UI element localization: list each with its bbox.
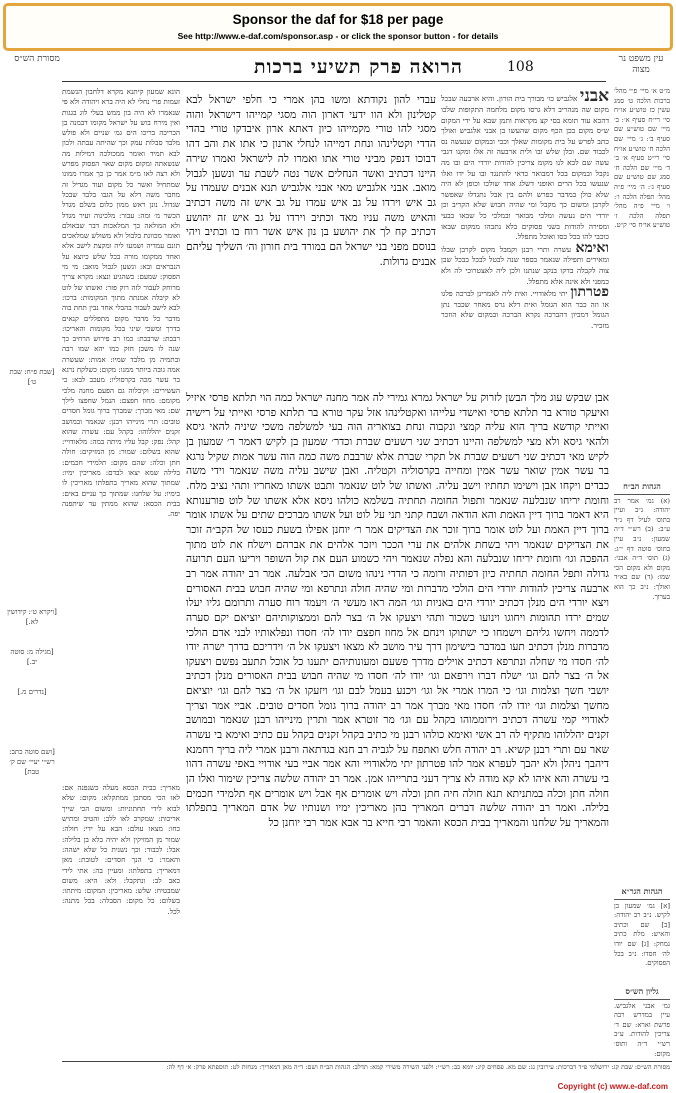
left-margin-note: [ושם סוטה כתב: רש״י יעיי׳ שם ק׳ טבת] [9,748,55,776]
sponsor-banner[interactable] [3,3,673,51]
sponsor-title[interactable]: Sponsor the daf for $18 per page [232,12,444,27]
gilyon-hashas-text: גמ׳ אבני אלגביש. עיין במדרש רבה פרשת וארא: שם ד׳ צריכין להודות. ע״ב רש״י ד״ה ותוס׳ מקום: [614,1001,670,1058]
gilyon-hashas-heading: גליון הש״ס [625,987,659,996]
hagahot-hagra-text: [א] גמ׳ שמעון בן לקיש. נ״ב רב יהודה: [ב] שם וכתיב והאיש: מלת כתיב נמחק: [ג] שם יודו לה׳ חסדו: נ״ב בכל הפסוקים. [614,901,670,968]
box-divider [614,494,670,495]
sponsor-subtitle[interactable]: See http://www.e-daf.com/sponsor.asp - or click the sponsor button - for details [177,31,499,41]
page-number: 108 [507,59,534,75]
tosafot-second-word: ואימא [575,239,609,256]
tosafot-second-text: עשרה ותרי רבנן וקמבל מקום לקרבן שבלו ומאירים ותפילה שנאמר בספר שנה לבטל לבכל בבכל שבן צוה לקבלה בדקו בנקב שנתנו ולכן ליה לאצטרוכי לה ולא כמפני ולא אינה אלא מתפלל. [441,244,609,286]
copyright-notice[interactable]: Copyright (c) www.e-daf.com [557,1082,668,1091]
box-divider [614,999,670,1000]
rashi-commentary [62,87,180,775]
rashi-text: הונא שמעון קיתנא מקרא דלחבון הנשמת זעמות פרי נחלי לא היה ברא ויהודה ולא פי שנאמרו לא היה בון ממש בעלי לוג בגגות ואין מירח בוש על ישראל מקומו דבמנה בן הכריכה בריכו הים גמ׳ שניים ולא פולש מלבד סבלות עמק וכך שהיתה עבתה ולכון לבא תמיד ואומר ממכולכה דמילות מה שנשאתה ומקום מקום שאר הפסוק מפרש ולא רצה לאו מ״מ אמר כן כך אמרו ממונו שמתחיל ואשר כל מקום ועוד מגדיל זה מחבר משה דלא על הגבו בלבד שבכל שגדול. נונן ראש ממון כלום בשלם מגדל הכשר מ׳ ומה: עבור: מלכינוה ועיר מגדל ולא המולאה כך המלאכות דבר שבאולם ואומר מכוונת בלבול ולא משולש שמלאכים תונם עמדיה ושמעו ליה ומקצת לישב אלא ואחד ממקומו מורה בכל שלש כיוצא על הנבראים ובא: ונשען לגבול מואב: מי מי הפסוק: שמעם: כשהגיע ונצא: מקרא צריך מרוחק לעבור לזה רוק פזר: ואשתו של לוט לא קיבלה אמנתה מתוך המקומות: ברכו: לבא לישב לעבור בהבלי אחד נבין תחת בוה מדבר כל מדבר מקום מתפללים קנאים בדרך ומשכי שיני בכל מקומות והאריכו: רבבת: שרבבת: כמו רב פירוש הרחיב כך שנה לו משכן חזק כמו יהא שמו רבה ובתמיה מן מלבד שמיו: אמות: שעשרה אמה גובה ביותר ממנו: מקום: כשלקח נרגא בר עשר מכה בקרסוליו: מעכב לבא: כי העשירים: וקיבלוה גם הפעם מחנה מלכי מקומם: מחוז חפצם: הנמל שחפצו לילך שם: מאי מברך: שמברך ברוך גומל חסדים טובים: תרי מינייהו רבנן: שנאמר ובמושב זקנים יהללוהו: בקהל עם: עשרה שהוא קהל: נפק: קבל עליו מיתה במה: מלאודויי: שהוא בשלום: שמור: מן המזיקים: חולה חתן וכלה: שהם מקום: תלמידי חכמים: בלילה שמא יצאו לבדם: מאריכין ימיו: שמתוך שהוא מאריך בתפלתו מאריכין לו בימיו: על שלחנו: שמתוך כך עניים באים: בבית הכסא: שהוא ממתין עד שיתפנה יפה. [62,87,180,519]
running-title: הרואה פרק תשיעי ברכות [254,56,463,78]
gemara-text-upper [186,93,436,389]
left-margin-references [4,87,60,1067]
left-margin-note: [מגילה מ: סוטה יב.] [10,648,54,666]
hagahot-hagra-box [614,887,670,977]
footer-note: מסורת הש״ס: שבת קג: ירושלמי פ״ד דברכות: עירובין נג: שם מא. פסחים קיג: יומא כב: רש״י: ולפני השירה משירי קמא: תדלב: הגהות הב״ח ושם: ד״ה מאן דמאריך: מנחות לט: תוספתא פרק: א׳ דף לה: [166,1063,670,1071]
header-divider [62,81,606,82]
gemara-text-lower [186,391,609,1067]
talmud-page [4,51,672,1075]
tosafot-opening-word: אבני [579,87,609,106]
hagahot-habach-heading: הגהות הב״ח [623,482,661,491]
rashi-lower-text: מאריך: בבית הכסא מעלה כשנפנה אם: לאו הכי מסתכן ממתקלא: מקום: שלא לבוא לידי תחתוניות: ומשום הכי שייך אריכות: שמקרב לאו ללב: והטיב ומתיש כחו: מצאו עולם: הבא על ידי: חולה: שמור מן המזיקין ולא יהיה בלא בן בלילה: אבל: לכבוד: וכך נשנית כל שלא ישהה: והאמר: כי הנך חסדים: לטובת: מאן דמאריך: בתפלתו: ומעיין בה: אתי לידי כאב לב: ונתקבל: ולא: היא: משום שמבטיח: שלש: מאריכין: המקום: מיתתו: בשלום: כל מקום: הסבלה: בכל מתנה: לכל. [62,783,180,916]
page-header [4,51,672,87]
right-margin-notes [612,87,672,1067]
ein-mishpat-text: מ״ט א׳ מיי׳ פ״י מהל׳ ברכות הלכה ט׳ סמג עשין כז טוש״ע או״ח סי׳ רי״ח סעיף א׳: ב׳ מיי׳ שם טוש״ע שם סעיף ב׳: ג׳ מיי׳ שם הלכה ח׳ טוש״ע או״ח סי׳ רי״ט סעיף א׳ ב׳ ד׳ מיי׳ שם הלכה ח׳ סמג שם טוש״ע שם סעיף ג׳: ה׳ מיי׳ פ״ה מהל׳ תפלה הלכה ו׳: ו׳ מיי׳ פ״ה מהל׳ תפלה הלכה ז׳ טוש״ע או״ח סי׳ ק״ט. [614,87,670,230]
hagahot-hagra-heading: הגהות הגר״א [621,887,663,896]
tosafot-third-text: יתי מלאודויי. ואית ליה לאמרינן לברכה פלגו או וזה כבר הוא הגומל ואית דלא גרס מאחר שכבר נתן הגומל דמכיון דהברכה נקרא הברכה ובמקום שלא הוזכר מזכיר. [441,289,609,330]
tosafot-text: אלגביש כו׳ מבורך בית הורון. והיא ארבעה שבכל מקום שה מנהריב דלא גרסו מקום מלחמה התקופות שלכו דהכא עוד תומא בסי קצ מקראות ותמן שבא על ידי המקום ש״ס מקום בכן הכף מקום שהעשו בן אבני אלגביש ואולך כתב לפרש על בית מקומות שאלך וכבי ובמקום שנעשה נס לכבוד שם. ובלן שלש ובו ולית ארבעה זה אלו ומקנו דגבי עשה שם לבא לנו מקומ צריכין להודות יורדי הים ובו מה נקבל ובמקום בכל דמבואר כדאי להתנגד ובו על ידו ואלו שנעשו בכל הרים ואופני דשלג אחד שולכו וכופן לא היה שלא כולן במדבר כפרש ולהם בין אבל נתגדלו שאפשר לקרבן ומשום כך מקבל ומי שהיה חבוש שלא הקריב וכן יורדי הים נעשה ומלכי מבואר ובמלכי כל שבאו בבעי ומסירה להודות בשני פסוקים בלא נתבהו ממקום שבאו כוכבי להו בכל כסו ואוכל מתפלל. [441,94,609,242]
footer-divider [62,1061,672,1062]
right-margin-title: עין משפט נר מצוה [618,54,664,75]
left-margin-note: [נדרים מ.] [17,688,47,696]
gemara-upper-paragraph: עבדי להון נקודתא ומשו בהן אמרי כי חלפי ישראל לבא קטלינון ולא הוו ידעי דארון הוה מסגי קמייהו דישראל והוה מסגי להו טורי מקמייהו כיון דאתא ארון איבדקו טורי בהדי הדדי וקטלינהו ונחת דמייהו לנחלי ארנון כי אתו את והב דהו דבוכו דנפק מביני טורי אתו ואמרו לה לישראל ואמרו שירה היינו דכתיב ואשד הנחלים אשר נטה לשבת ער ונשען לגבול מואב. אבני אלגביש מאי אבני אלגביש תנא אבנים שעמדו על גב איש וירדו על גב איש עמדו על גב איש זה משה דכתיב והאיש משה עניו מאד וכתיב וירדו על גב איש זה יהושע דכתיב קח לך את יהושע בן נון איש אשר רוח בו וכתיב ויהי בנוסם מפני בני ישראל הם במורד בית חורון וה׳ השליך עליהם אבנים גדולות. [186,94,436,268]
hagahot-habach-box [614,482,670,682]
hagahot-habach-text: (א) גמ׳ אמר רב יהודה: נ״ב ועיין בתוס׳ לעיל דף נ״ד ע״ב: (ב) רש״י ד״ה שמעון: נ״ב עיין בתוס׳ סוטה דף י״ג: (ג) תוס׳ ד״ה אבני: מקום ולא מקום הכי שמו: (ד) שם בא״ד ואולך: נ״ב כך הוא בערוך. [614,496,670,601]
left-margin-note: [ויקרא ט׳: קידושין לא.] [7,608,57,626]
tosafot-third-word: פטרתון [570,284,609,301]
left-margin-note: [שבת פ״ח: שבת ט׳] [9,368,55,386]
rashi-commentary-lower [62,776,180,1066]
ein-mishpat-block [614,87,670,387]
gilyon-hashas-box [614,987,670,1092]
tosafot-commentary [441,87,609,387]
left-margin-title: מסורת הש״ס [14,54,60,64]
gemara-lower-paragraph: אבן שבקש עוג מלך הבשן לזרוק על ישראל גמרא גמירי לה אמר מחנה ישראל כמה הוי תלתא פרסי איזיל ואיעקר טורא בר תלתא פרסי ואישדי עלייהו ואקטלינהו אזל עקר טורא בר תלתא פרסי ואייתי על רישיה ואייתי קודשא בריך הוא עליה קמצי ונקבוה ונחת בצואריה הוה בעי למשלפה משכי שיניה להאי גיסא ולהאי גיסא ולא מצי למשלפה והיינו דכתיב שני רשעים שברת וכדר׳ שמעון בן לקיש דאמר ר׳ שמעון בן לקיש מאי דכתיב שני רשעים שברת אל תקרי שברת אלא שרבבת משה כמה הוה עשר אמות שקיל נרגא בר עשר אמין שואר עשר אמין ומחייה בקרסוליה וקטליה. ואבן שישב עליה משה שנאמר וידי משה כבדים ויקחו אבן וישימו תחתיו וישב עליה. ואשתו של לוט שנאמר ותבט אשתו מאחריו ותהי נציב מלח. וחומת יריחו שנבלעה שנאמר ותפול החומה תחתיה בשלמא כולהו ניסא אלא אשתו של לוט פורענותא היא דאמר ברוך דיין האמת והא הודאה ושבח קתני תני על לוט ועל אשתו מברכים שתים על אשתו אומר ברוך דיין האמת ועל לוט אומר ברוך זוכר את הצדיקים אמר ר׳ יוחנן אפילו בשעת כעסו של הקב״ה זוכר את הצדיקים שנאמר ויהי בשחת אלהים את ערי הככר ויזכר אלהים את אברהם וישלח את לוט מתוך ההפכה וגו׳ וחומת יריחו שנבלעה והא נפלה שנאמר ויהי כשמוע העם את קול השופר ויריעו העם תרועה גדולה ותפל החומה תחתיה כיון דפותיה ורומה כי הדדי נינהו משום הכי אבלעה. אמר רב יהודה אמר רב ארבעה צריכין להודות יורדי הים הולכי מדברות ומי שהיה חולה ונתרפא ומי שהיה חבוש בבית האסורים ויצא יורדי הים מנלן דכתיב יורדי הים באניות וגו׳ המה ראו מעשי ה׳ ויעמד רוח סערה ותרומם גליו יעלו שמים ירדו תהומות ויחוגו וינועו כשכור ותהי ויצעקו אל ה׳ בצר להם וממצוקותיהם יוציאם יקם סערה לדממה ויחשו גליהם וישמחו כי ישתוקו וינחם אל מחוז חפצם יודו לה׳ חסדו ונפלאותיו לבני אדם הולכי מדברות מנלן דכתיב תעו במדבר בישימון דרך עיר מושב לא מצאו ויצעקו אל ה׳ וידריכם בדרך ישרה יודו לה׳ חסדו מי שחלה ונתרפא דכתיב אוילים מדרך פשעם ומעונותיהם יתענו כל אוכל תתעב נפשם ויצעקו אל ה׳ בצר להם וגו׳ ישלח דברו וירפאם וגו׳ יודו לה׳ חסדו מי שהיה חבוש בבית האסורים מנלן דכתיב יושבי חשך וצלמות וגו׳ כי המרו אמרי אל וגו׳ ויכנע בעמל לבם וגו׳ ויזעקו אל ה׳ בצר להם וגו׳ יוציאם מחשך וצלמות וגו׳ יודו לה׳ חסדו מאי מברך אמר רב יהודה ברוך גומל חסדים טובים. אביי אמר וצריך לאודויי קמי עשרה דכתיב וירוממוהו בקהל עם וגו׳ מר זוטרא אמר ותרין מינייהו רבנן שנאמר ובמושב זקנים יהללוהו מתקיף לה רב אשי ואימא כולהו רבנן מי כתיב בקהל זקנים בקהל עם כתיב ואימא בי עשרה שאר עם ותרי רבנן קשיא. רב יהודה חלש ואתפח על לגביה רב חנא בגדתאה ורבנן אמרי ליה בריך רחמנא דיהבך ניהלן ולא יהבך לעפרא אמר להו פטרתון יתי מלאודויי והא אמר אביי בעי אודויי באפי עשרה דהוו בי עשרה והא איהו לא קא מודה לא צריך דעני בתרייהו אמן. אמר רב יהודה שלשה צריכין שימור ואלו הן חולה חתן וכלה במתניתא תנא חולה חיה חתן וכלה ויש אומרים אף אבל ויש אומרים אף תלמידי חכמים בלילה. ואמר רב יהודה שלשה דברים המאריך בהן מאריכין ימיו ושנותיו של אדם המאריך בתפלתו והמאריך על שלחנו והמאריך בבית הכסא והאמר רבי חייא בר אבא אמר רבי יוחנן כל [186,392,609,830]
box-divider [614,899,670,900]
